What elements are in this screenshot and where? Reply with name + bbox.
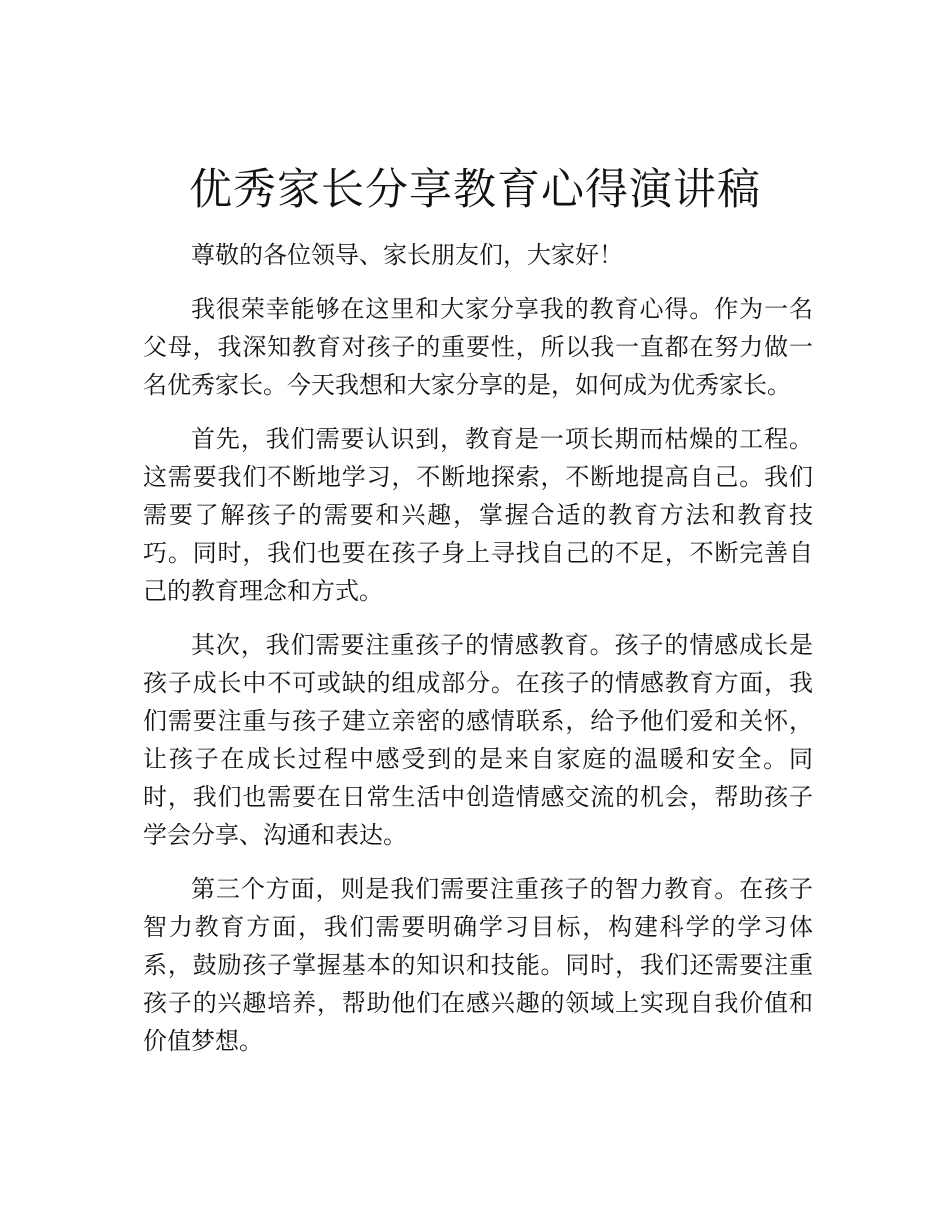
document-title: 优秀家长分享教育心得演讲稿 <box>189 165 761 215</box>
paragraph-intro: 我很荣幸能够在这里和大家分享我的教育心得。作为一名父母，我深知教育对孩子的重要性，所以我一直都在努力做一名优秀家长。今天我想和大家分享的是，如何成为优秀家长。 <box>143 295 813 399</box>
paragraph-greeting: 尊敬的各位领导、家长朋友们，大家好！ <box>191 241 623 269</box>
paragraph-second: 其次，我们需要注重孩子的情感教育。孩子的情感成长是孩子成长中不可或缺的组成部分。在孩子的情感教育方面，我们需要注重与孩子建立亲密的感情联系，给予他们爱和关怀，让孩子在成长过程中感受到的是来自家庭的温暖和安全。同时，我们也需要在日常生活中创造情感交流的机会，帮助孩子学会分享、沟通和表达。 <box>143 631 813 849</box>
paragraph-first: 首先，我们需要认识到，教育是一项长期而枯燥的工程。这需要我们不断地学习，不断地探索，不断地提高自己。我们需要了解孩子的需要和兴趣，掌握合适的教育方法和教育技巧。同时，我们也要在孩子身上寻找自己的不足，不断完善自己的教育理念和方式。 <box>143 425 813 605</box>
document-body <box>143 236 813 1076</box>
paragraph-third: 第三个方面，则是我们需要注重孩子的智力教育。在孩子智力教育方面，我们需要明确学习目标，构建科学的学习体系，鼓励孩子掌握基本的知识和技能。同时，我们还需要注重孩子的兴趣培养，帮助他们在感兴趣的领域上实现自我价值和价值梦想。 <box>143 875 813 1055</box>
